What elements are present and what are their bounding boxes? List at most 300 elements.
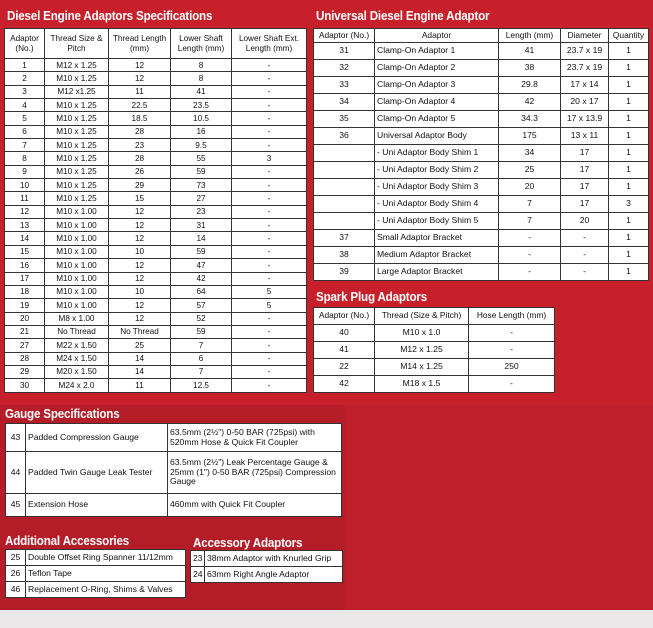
additional-row <box>6 582 186 598</box>
gauge-cell: 63.5mm (2½") 0-50 BAR (725psi) with 520mm Hose & Quick Fit Coupler <box>168 424 342 452</box>
universal-cell: - <box>499 230 561 247</box>
universal-row <box>314 162 649 179</box>
diesel-cell: 7 <box>171 339 232 352</box>
diesel-cell: 20 <box>5 312 45 325</box>
universal-cell: 3 <box>609 196 649 213</box>
universal-row <box>314 247 649 264</box>
spark-cell: M10 x 1.0 <box>375 325 469 342</box>
diesel-cell: M10 x 1.00 <box>45 245 109 258</box>
diesel-cell: 10 <box>5 179 45 192</box>
diesel-row <box>5 59 307 72</box>
spark-header-row <box>314 308 555 325</box>
diesel-cell: 12 <box>109 272 171 285</box>
diesel-row <box>5 85 307 98</box>
diesel-cell: 8 <box>5 152 45 165</box>
diesel-cell: M20 x 1.50 <box>45 365 109 378</box>
universal-cell: - <box>561 230 609 247</box>
diesel-cell: M10 x 1.25 <box>45 72 109 85</box>
universal-cell: 34 <box>314 94 375 111</box>
spark-cell: - <box>469 342 555 359</box>
diesel-cell: M12 x1.25 <box>45 85 109 98</box>
diesel-cell: - <box>232 379 307 392</box>
accessory-cell: 24 <box>191 567 205 583</box>
diesel-cell: 57 <box>171 299 232 312</box>
diesel-cell: 41 <box>171 85 232 98</box>
spark-header-0: Adaptor (No.) <box>314 308 375 325</box>
diesel-cell: - <box>232 72 307 85</box>
additional-cell: Replacement O-Ring, Shims & Valves <box>26 582 186 598</box>
universal-cell: 37 <box>314 230 375 247</box>
background-right-band <box>345 405 653 610</box>
universal-cell: Clamp-On Adaptor 5 <box>375 111 499 128</box>
diesel-cell: 31 <box>171 219 232 232</box>
spark-row <box>314 376 555 393</box>
diesel-cell: 7 <box>5 139 45 152</box>
universal-cell: 36 <box>314 128 375 145</box>
universal-cell: Small Adaptor Bracket <box>375 230 499 247</box>
universal-row <box>314 111 649 128</box>
diesel-cell: 19 <box>5 299 45 312</box>
diesel-row <box>5 99 307 112</box>
diesel-cell: 12 <box>109 312 171 325</box>
universal-cell: 1 <box>609 43 649 60</box>
diesel-cell: M10 x 1.25 <box>45 112 109 125</box>
spark-row <box>314 359 555 376</box>
diesel-row <box>5 245 307 258</box>
diesel-cell: 9.5 <box>171 139 232 152</box>
diesel-cell: M10 x 1.25 <box>45 179 109 192</box>
diesel-cell: 5 <box>232 285 307 298</box>
diesel-cell: 23 <box>171 205 232 218</box>
diesel-cell: 26 <box>109 165 171 178</box>
additional-row <box>6 550 186 566</box>
spark-table <box>313 307 555 393</box>
diesel-cell: 11 <box>109 379 171 392</box>
diesel-cell: 28 <box>5 352 45 365</box>
diesel-cell: M24 x 2.0 <box>45 379 109 392</box>
diesel-cell: No Thread <box>109 325 171 338</box>
diesel-cell: - <box>232 85 307 98</box>
universal-cell: 20 <box>561 213 609 230</box>
diesel-row <box>5 152 307 165</box>
diesel-cell: 59 <box>171 165 232 178</box>
diesel-cell: 8 <box>171 59 232 72</box>
universal-cell: 7 <box>499 196 561 213</box>
universal-row <box>314 196 649 213</box>
diesel-cell: 25 <box>109 339 171 352</box>
spark-cell: M12 x 1.25 <box>375 342 469 359</box>
diesel-cell: 23.5 <box>171 99 232 112</box>
universal-header-2: Length (mm) <box>499 29 561 43</box>
diesel-cell: - <box>232 179 307 192</box>
gauge-row <box>6 424 342 452</box>
diesel-cell: - <box>232 339 307 352</box>
universal-cell: 29.8 <box>499 77 561 94</box>
gauge-cell: 460mm with Quick Fit Coupler <box>168 494 342 517</box>
diesel-cell: 28 <box>109 125 171 138</box>
diesel-cell: 11 <box>109 85 171 98</box>
gauge-cell: 44 <box>6 452 26 494</box>
diesel-cell: 16 <box>5 259 45 272</box>
diesel-cell: - <box>232 219 307 232</box>
diesel-table <box>4 28 307 393</box>
universal-cell: 1 <box>609 60 649 77</box>
spark-header-2: Hose Length (mm) <box>469 308 555 325</box>
universal-cell: 175 <box>499 128 561 145</box>
universal-cell: 17 <box>561 196 609 213</box>
universal-cell <box>314 162 375 179</box>
universal-cell: 20 x 17 <box>561 94 609 111</box>
universal-body <box>314 43 649 281</box>
universal-row <box>314 179 649 196</box>
accessory-row <box>191 551 343 567</box>
diesel-cell: 13 <box>5 219 45 232</box>
diesel-cell: 5 <box>5 112 45 125</box>
additional-cell: 25 <box>6 550 26 566</box>
universal-cell: 20 <box>499 179 561 196</box>
diesel-cell: M10 x 1.00 <box>45 272 109 285</box>
diesel-cell: No Thread <box>45 325 109 338</box>
gauge-cell: 43 <box>6 424 26 452</box>
diesel-cell: - <box>232 59 307 72</box>
diesel-cell: 23 <box>109 139 171 152</box>
additional-cell: 46 <box>6 582 26 598</box>
gauge-body <box>6 424 342 517</box>
diesel-row <box>5 365 307 378</box>
diesel-cell: 10 <box>109 245 171 258</box>
universal-cell: 35 <box>314 111 375 128</box>
gauge-cell: Extension Hose <box>26 494 168 517</box>
diesel-cell: 18.5 <box>109 112 171 125</box>
diesel-cell: 10 <box>109 285 171 298</box>
diesel-cell: 14 <box>5 232 45 245</box>
diesel-row <box>5 272 307 285</box>
additional-cell: 26 <box>6 566 26 582</box>
universal-cell: - Uni Adaptor Body Shim 1 <box>375 145 499 162</box>
diesel-cell: - <box>232 325 307 338</box>
diesel-cell: 8 <box>171 72 232 85</box>
universal-cell: 42 <box>499 94 561 111</box>
diesel-row <box>5 205 307 218</box>
diesel-header-0: Adaptor (No.) <box>5 29 45 59</box>
universal-cell: - <box>561 247 609 264</box>
accessory-row <box>191 567 343 583</box>
universal-cell: 33 <box>314 77 375 94</box>
gauge-row <box>6 452 342 494</box>
universal-cell: 17 x 14 <box>561 77 609 94</box>
diesel-cell: - <box>232 245 307 258</box>
diesel-row <box>5 352 307 365</box>
diesel-cell: M10 x 1.00 <box>45 299 109 312</box>
additional-row <box>6 566 186 582</box>
additional-cell: Double Offset Ring Spanner 11/12mm <box>26 550 186 566</box>
diesel-header-4: Lower Shaft Ext. Length (mm) <box>232 29 307 59</box>
diesel-cell: - <box>232 205 307 218</box>
gauge-cell: 45 <box>6 494 26 517</box>
diesel-cell: 14 <box>109 352 171 365</box>
spark-title: Spark Plug Adaptors <box>316 290 428 304</box>
spark-row <box>314 325 555 342</box>
universal-cell: Large Adaptor Bracket <box>375 264 499 281</box>
diesel-cell: M22 x 1.50 <box>45 339 109 352</box>
diesel-cell: M10 x 1.00 <box>45 285 109 298</box>
accessory-cell: 38mm Adaptor with Knurled Grip <box>205 551 343 567</box>
diesel-header-1: Thread Size & Pitch <box>45 29 109 59</box>
universal-cell: Clamp-On Adaptor 1 <box>375 43 499 60</box>
universal-cell: 34 <box>499 145 561 162</box>
universal-cell: - Uni Adaptor Body Shim 5 <box>375 213 499 230</box>
gauge-table <box>5 423 342 517</box>
diesel-cell: 11 <box>5 192 45 205</box>
diesel-cell: M10 x 1.25 <box>45 125 109 138</box>
universal-cell: - <box>499 247 561 264</box>
universal-row <box>314 128 649 145</box>
diesel-cell: M8 x 1.00 <box>45 312 109 325</box>
diesel-cell: 1 <box>5 59 45 72</box>
universal-row <box>314 230 649 247</box>
spark-cell: - <box>469 325 555 342</box>
diesel-cell: 29 <box>109 179 171 192</box>
diesel-cell: 30 <box>5 379 45 392</box>
universal-cell: 1 <box>609 77 649 94</box>
diesel-cell: M10 x 1.00 <box>45 232 109 245</box>
diesel-cell: 27 <box>5 339 45 352</box>
diesel-cell: 12 <box>109 205 171 218</box>
additional-title: Additional Accessories <box>5 534 130 548</box>
diesel-cell: 18 <box>5 285 45 298</box>
additional-cell: Teflon Tape <box>26 566 186 582</box>
universal-header-row <box>314 29 649 43</box>
universal-cell: 31 <box>314 43 375 60</box>
universal-row <box>314 264 649 281</box>
universal-cell: 1 <box>609 111 649 128</box>
diesel-cell: 4 <box>5 99 45 112</box>
universal-cell: - Uni Adaptor Body Shim 2 <box>375 162 499 179</box>
universal-cell <box>314 145 375 162</box>
spark-cell: M14 x 1.25 <box>375 359 469 376</box>
diesel-cell: 7 <box>171 365 232 378</box>
universal-cell: Clamp-On Adaptor 4 <box>375 94 499 111</box>
diesel-cell: M24 x 1.50 <box>45 352 109 365</box>
diesel-cell: 2 <box>5 72 45 85</box>
universal-cell <box>314 179 375 196</box>
accessory-table <box>190 550 343 583</box>
diesel-cell: 17 <box>5 272 45 285</box>
diesel-cell: 12 <box>109 232 171 245</box>
diesel-cell: 12 <box>5 205 45 218</box>
universal-cell: 23.7 x 19 <box>561 43 609 60</box>
diesel-cell: - <box>232 259 307 272</box>
diesel-cell: M10 x 1.00 <box>45 219 109 232</box>
universal-cell: 1 <box>609 264 649 281</box>
universal-cell: 25 <box>499 162 561 179</box>
diesel-header-2: Thread Length (mm) <box>109 29 171 59</box>
diesel-cell: - <box>232 165 307 178</box>
spark-cell: 250 <box>469 359 555 376</box>
diesel-cell: - <box>232 232 307 245</box>
diesel-row <box>5 72 307 85</box>
universal-table <box>313 28 649 281</box>
spark-cell: - <box>469 376 555 393</box>
diesel-cell: 52 <box>171 312 232 325</box>
universal-cell: 17 x 13.9 <box>561 111 609 128</box>
universal-cell: 17 <box>561 145 609 162</box>
universal-cell: 39 <box>314 264 375 281</box>
universal-cell: 41 <box>499 43 561 60</box>
universal-cell: 1 <box>609 213 649 230</box>
diesel-cell: - <box>232 352 307 365</box>
diesel-cell: - <box>232 272 307 285</box>
diesel-cell: 42 <box>171 272 232 285</box>
diesel-cell: M10 x 1.25 <box>45 192 109 205</box>
spark-cell: 42 <box>314 376 375 393</box>
diesel-row <box>5 125 307 138</box>
spark-cell: 41 <box>314 342 375 359</box>
diesel-cell: - <box>232 125 307 138</box>
universal-cell: - Uni Adaptor Body Shim 3 <box>375 179 499 196</box>
diesel-row <box>5 312 307 325</box>
diesel-cell: 59 <box>171 245 232 258</box>
universal-cell: 13 x 11 <box>561 128 609 145</box>
diesel-cell: M10 x 1.00 <box>45 205 109 218</box>
accessory-title: Accessory Adaptors <box>193 536 303 550</box>
diesel-cell: 10.5 <box>171 112 232 125</box>
diesel-row <box>5 165 307 178</box>
diesel-cell: 21 <box>5 325 45 338</box>
diesel-row <box>5 179 307 192</box>
universal-cell: - <box>499 264 561 281</box>
diesel-cell: 14 <box>171 232 232 245</box>
universal-cell: 17 <box>561 162 609 179</box>
diesel-cell: M10 x 1.25 <box>45 99 109 112</box>
diesel-cell: 3 <box>232 152 307 165</box>
diesel-header-row <box>5 29 307 59</box>
universal-cell: 38 <box>499 60 561 77</box>
diesel-row <box>5 232 307 245</box>
diesel-cell: 9 <box>5 165 45 178</box>
diesel-cell: 6 <box>5 125 45 138</box>
additional-body <box>6 550 186 598</box>
diesel-body <box>5 59 307 393</box>
spark-cell: 40 <box>314 325 375 342</box>
universal-cell: - <box>561 264 609 281</box>
diesel-cell: 6 <box>171 352 232 365</box>
universal-row <box>314 60 649 77</box>
diesel-cell: - <box>232 312 307 325</box>
diesel-row <box>5 139 307 152</box>
diesel-cell: 15 <box>109 192 171 205</box>
diesel-cell: 47 <box>171 259 232 272</box>
diesel-cell: 15 <box>5 245 45 258</box>
diesel-row <box>5 339 307 352</box>
diesel-cell: M10 x 1.00 <box>45 259 109 272</box>
diesel-header-3: Lower Shaft Length (mm) <box>171 29 232 59</box>
diesel-cell: 59 <box>171 325 232 338</box>
universal-row <box>314 43 649 60</box>
diesel-cell: 22.5 <box>109 99 171 112</box>
diesel-cell: M10 x 1.25 <box>45 139 109 152</box>
universal-header-3: Diameter <box>561 29 609 43</box>
diesel-title: Diesel Engine Adaptors Specifications <box>7 9 213 23</box>
spark-body <box>314 325 555 393</box>
universal-cell: 1 <box>609 128 649 145</box>
diesel-cell: 12 <box>109 59 171 72</box>
diesel-row <box>5 112 307 125</box>
universal-cell: Universal Adaptor Body <box>375 128 499 145</box>
universal-cell: - Uni Adaptor Body Shim 4 <box>375 196 499 213</box>
universal-row <box>314 77 649 94</box>
universal-cell: Clamp-On Adaptor 3 <box>375 77 499 94</box>
universal-cell: Clamp-On Adaptor 2 <box>375 60 499 77</box>
accessory-cell: 63mm Right Angle Adaptor <box>205 567 343 583</box>
universal-cell: 1 <box>609 162 649 179</box>
universal-cell: 34.3 <box>499 111 561 128</box>
background-footer-strip <box>0 610 653 628</box>
diesel-cell: 73 <box>171 179 232 192</box>
diesel-cell: 12 <box>109 299 171 312</box>
diesel-cell: 12 <box>109 72 171 85</box>
diesel-cell: 16 <box>171 125 232 138</box>
universal-cell: 1 <box>609 179 649 196</box>
diesel-row <box>5 285 307 298</box>
gauge-cell: Padded Twin Gauge Leak Tester <box>26 452 168 494</box>
gauge-cell: Padded Compression Gauge <box>26 424 168 452</box>
universal-cell: 1 <box>609 145 649 162</box>
universal-cell: 1 <box>609 94 649 111</box>
diesel-row <box>5 325 307 338</box>
diesel-cell: M10 x 1.25 <box>45 152 109 165</box>
universal-row <box>314 94 649 111</box>
diesel-row <box>5 219 307 232</box>
diesel-row <box>5 259 307 272</box>
universal-title: Universal Diesel Engine Adaptor <box>316 9 490 23</box>
diesel-cell: 12 <box>109 219 171 232</box>
universal-cell: 38 <box>314 247 375 264</box>
diesel-cell: - <box>232 365 307 378</box>
gauge-row <box>6 494 342 517</box>
universal-cell <box>314 196 375 213</box>
diesel-cell: - <box>232 139 307 152</box>
spark-row <box>314 342 555 359</box>
spark-cell: 22 <box>314 359 375 376</box>
diesel-cell: 27 <box>171 192 232 205</box>
diesel-cell: 55 <box>171 152 232 165</box>
diesel-row <box>5 192 307 205</box>
spark-cell: M18 x 1.5 <box>375 376 469 393</box>
diesel-row <box>5 299 307 312</box>
universal-cell: 32 <box>314 60 375 77</box>
universal-cell: Medium Adaptor Bracket <box>375 247 499 264</box>
diesel-cell: 12.5 <box>171 379 232 392</box>
universal-cell <box>314 213 375 230</box>
diesel-cell: - <box>232 112 307 125</box>
universal-cell: 1 <box>609 230 649 247</box>
diesel-cell: 3 <box>5 85 45 98</box>
accessory-body <box>191 551 343 583</box>
diesel-cell: - <box>232 192 307 205</box>
universal-header-1: Adaptor <box>375 29 499 43</box>
universal-cell: 17 <box>561 179 609 196</box>
additional-table <box>5 549 186 598</box>
diesel-cell: 14 <box>109 365 171 378</box>
gauge-title: Gauge Specifications <box>5 407 120 421</box>
accessory-cell: 23 <box>191 551 205 567</box>
diesel-cell: 29 <box>5 365 45 378</box>
diesel-cell: 12 <box>109 259 171 272</box>
gauge-cell: 63.5mm (2½") Leak Percentage Gauge & 25mm (1") 0-50 BAR (725psi) Compression Gauge <box>168 452 342 494</box>
diesel-cell: M12 x 1.25 <box>45 59 109 72</box>
universal-header-0: Adaptor (No.) <box>314 29 375 43</box>
